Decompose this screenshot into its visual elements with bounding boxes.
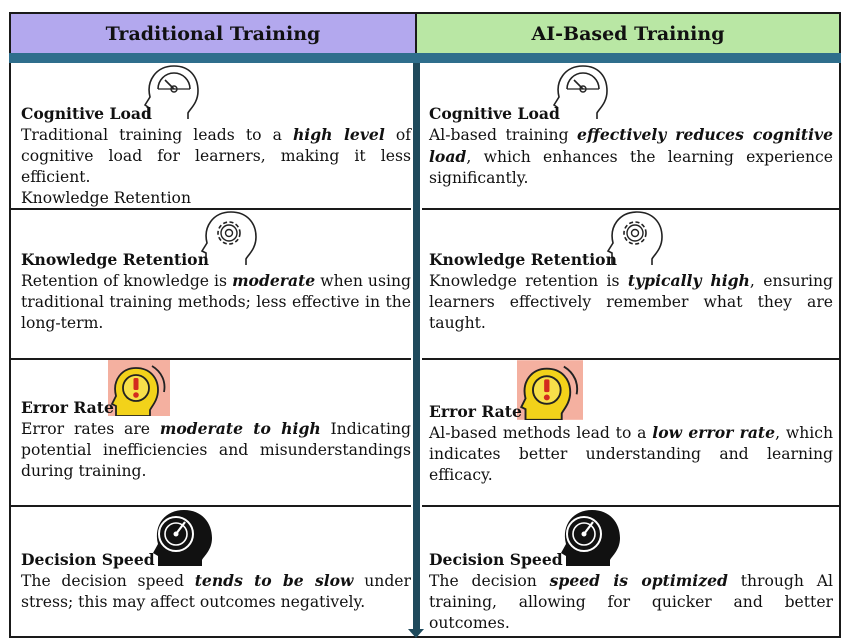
row-title: Cognitive Load: [429, 104, 560, 123]
row-description: Error rates are moderate to high Indicating potential inefficiencies and misunderstandings during training.: [21, 419, 411, 480]
knowledge-retention-ai: [429, 250, 833, 334]
row-description: Traditional training leads to a high level of cognitive load for learners, making it less efficient.: [21, 125, 411, 186]
row-title: Cognitive Load: [21, 104, 152, 123]
row-title: Knowledge Retention: [429, 250, 617, 269]
row-divider: [11, 358, 411, 360]
ai-training-header: [417, 12, 841, 53]
row-divider: [422, 505, 839, 507]
row-title: Error Rate: [429, 402, 522, 421]
row-description: The decision speed tends to be slow under stress; this may affect outcomes negatively.: [21, 571, 411, 611]
row-description: Retention of knowledge is moderate when using traditional training methods; less effective in the long-term.: [21, 271, 411, 332]
error-rate-ai: [429, 402, 833, 486]
cognitive-load-ai: [429, 104, 833, 189]
ai-training-title: AI-Based Training: [531, 22, 725, 45]
cognitive-load-traditional: [21, 104, 411, 209]
row-divider: [422, 358, 839, 360]
row-description: Al-based training effectively reduces cognitive load, which enhances the learning experience significantly.: [429, 125, 833, 187]
row-title: Decision Speed: [21, 550, 155, 569]
error-rate-traditional: [21, 398, 411, 482]
traditional-training-title: Traditional Training: [105, 22, 321, 45]
row-description: Knowledge retention is typically high, ensuring learners effectively remember what they are taught.: [429, 271, 834, 332]
divider-arrow-icon: [408, 629, 424, 638]
traditional-training-header: [9, 12, 417, 53]
row-description: The decision speed is optimized through Al training, allowing for quicker and better outcomes.: [429, 571, 833, 632]
row-note: Knowledge Retention: [21, 189, 191, 207]
row-description: Al-based methods lead to a low error rate, which indicates better understanding and learning efficacy.: [429, 423, 833, 484]
row-title: Decision Speed: [429, 550, 563, 569]
center-divider: [413, 63, 420, 632]
row-title: Error Rate: [21, 398, 114, 417]
decision-speed-traditional: [21, 550, 411, 613]
row-title: Knowledge Retention: [21, 250, 209, 269]
decision-speed-ai: [429, 550, 833, 634]
knowledge-retention-traditional: [21, 250, 411, 334]
header-band: [9, 53, 841, 63]
